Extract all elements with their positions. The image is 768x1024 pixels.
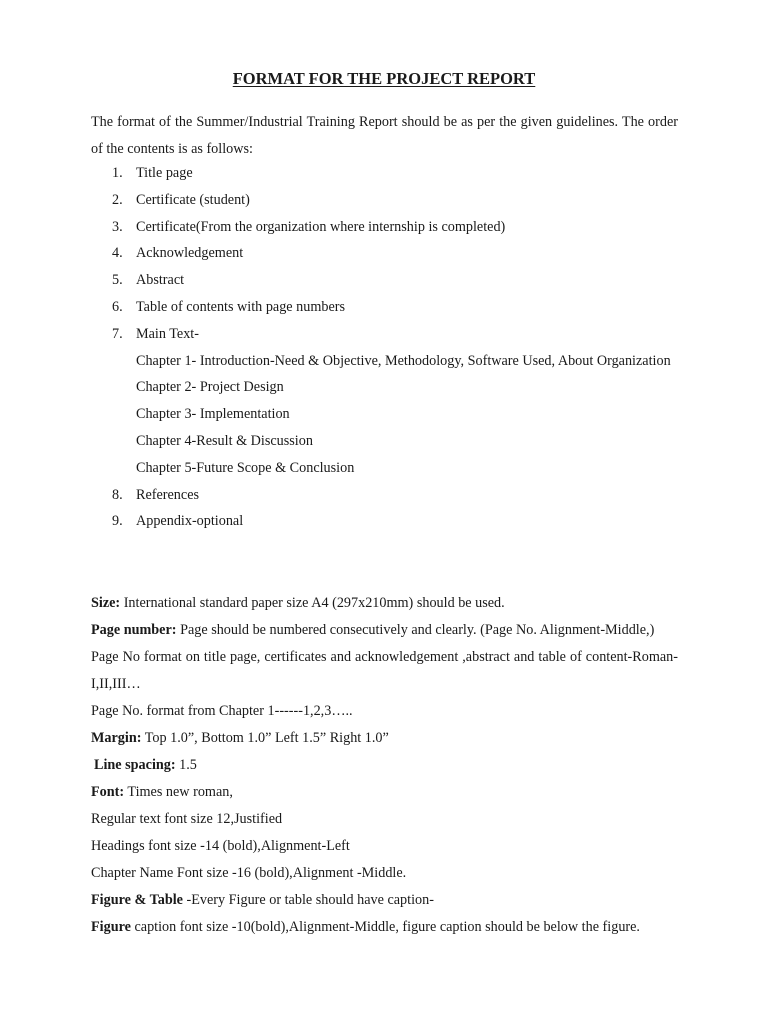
page-no-arabic-rule: Page No. format from Chapter 1------1,2,3….. xyxy=(91,703,353,719)
list-item xyxy=(91,267,681,294)
page-title: FORMAT FOR THE PROJECT REPORT xyxy=(232,69,536,88)
list-number: 4. xyxy=(112,245,123,262)
list-number: 7. xyxy=(112,325,123,342)
figure-label: Figure xyxy=(91,919,131,935)
contents-list xyxy=(91,160,681,535)
list-item-text: Certificate(From the organization where internship is completed) xyxy=(136,218,506,235)
line-spacing-rule xyxy=(91,752,678,779)
chapter-line: Chapter 2- Project Design xyxy=(136,379,284,396)
figure-caption-rule xyxy=(91,914,678,941)
list-number: 3. xyxy=(112,218,123,235)
list-item-text: Main Text- xyxy=(136,325,199,342)
list-item-text: References xyxy=(136,486,200,503)
size-rule xyxy=(91,590,678,617)
size-label: Size: xyxy=(91,595,121,611)
list-item-text: Table of contents with page numbers xyxy=(136,298,346,315)
margin-label: Margin: xyxy=(91,730,142,746)
chapter-line: Chapter 3- Implementation xyxy=(136,406,290,423)
page-number-label: Page number: xyxy=(91,622,177,638)
intro-paragraph: The format of the Summer/Industrial Training Report should be as per the given guidelines. The order of the contents is as follows: xyxy=(91,114,678,157)
font-rule xyxy=(91,779,678,806)
list-item-text: Certificate (student) xyxy=(136,191,250,208)
list-number: 5. xyxy=(112,272,123,289)
margin-rule xyxy=(91,725,678,752)
list-item-text: Abstract xyxy=(136,272,185,289)
list-item xyxy=(91,482,681,509)
size-text: International standard paper size A4 (297x210mm) should be used. xyxy=(120,595,505,611)
chapter-line: Chapter 5-Future Scope & Conclusion xyxy=(136,459,355,476)
list-item xyxy=(91,214,681,241)
page-no-roman-rule: Page No format on title page, certificates and acknowledgement ,abstract and table of content-Roman-I,II,III… xyxy=(91,649,678,692)
list-item xyxy=(91,187,681,214)
chapter-line: Chapter 1- Introduction-Need & Objective, Methodology, Software Used, About Organization xyxy=(136,352,671,369)
chapter-line: Chapter 4-Result & Discussion xyxy=(136,432,313,449)
format-rules xyxy=(91,590,678,941)
list-item-text: Title page xyxy=(136,165,193,181)
font-label: Font: xyxy=(91,784,125,800)
regular-text-rule: Regular text font size 12,Justified xyxy=(91,811,283,827)
figure-table-text: -Every Figure or table should have caption- xyxy=(182,892,434,908)
list-item xyxy=(91,508,681,535)
list-number: 8. xyxy=(112,486,123,503)
figure-text: caption font size -10(bold),Alignment-Middle, figure caption should be below the figure. xyxy=(130,919,640,935)
list-number: 9. xyxy=(112,513,123,530)
list-item xyxy=(91,160,681,187)
list-number: 6. xyxy=(112,298,123,315)
list-item xyxy=(91,240,681,267)
list-item xyxy=(91,294,681,321)
margin-text: Top 1.0”, Bottom 1.0” Left 1.5” Right 1.0” xyxy=(141,730,389,746)
font-text: Times new roman, xyxy=(124,784,233,800)
chapter-name-rule: Chapter Name Font size -16 (bold),Alignment -Middle. xyxy=(91,865,407,881)
line-spacing-text: 1.5 xyxy=(175,757,197,773)
list-number: 2. xyxy=(112,191,123,208)
line-spacing-label: Line spacing: xyxy=(94,757,176,773)
list-number: 1. xyxy=(112,165,123,181)
list-item-text: Acknowledgement xyxy=(136,245,244,262)
figure-table-rule xyxy=(91,887,678,914)
list-item xyxy=(91,321,681,348)
page-number-rule xyxy=(91,617,678,644)
figure-table-label: Figure & Table xyxy=(91,892,183,908)
list-item-text: Appendix-optional xyxy=(136,513,244,530)
headings-rule: Headings font size -14 (bold),Alignment-Left xyxy=(91,838,350,854)
page-number-text: Page should be numbered consecutively and clearly. (Page No. Alignment-Middle,) xyxy=(176,622,655,638)
